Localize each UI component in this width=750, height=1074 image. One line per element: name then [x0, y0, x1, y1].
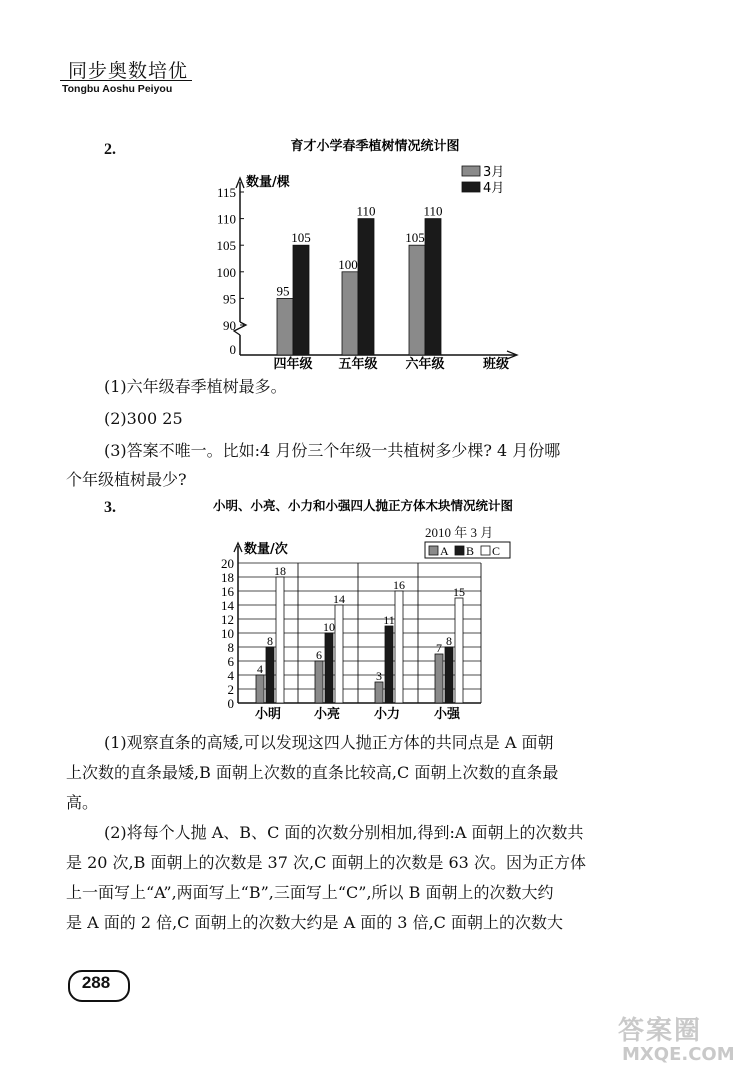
chart-1-y-label: 数量/棵 [246, 175, 290, 190]
chart-2-y-label: 数量/次 [244, 542, 288, 557]
chart-1-category-label: 六年级 [405, 357, 445, 372]
chart-1-y-tick-label: 110 [216, 211, 236, 227]
chart-2-y-tick-label: 8 [227, 640, 234, 655]
chart-1-legend-label: 4月 [483, 181, 505, 196]
watermark-url: MXQE.COM [622, 1044, 735, 1065]
chart-2-data-label: 11 [383, 613, 395, 627]
chart-2-data-label: 3 [376, 669, 382, 683]
chart-1-x-label: 班级 [482, 357, 510, 372]
book-subtitle: Tongbu Aoshu Peiyou [62, 83, 173, 95]
chart-1-y-tick-label: 90 [223, 318, 236, 333]
chart-1-data-label: 110 [423, 203, 443, 219]
question-3-number: 3. [104, 499, 116, 516]
chart-2-data-label: 8 [267, 634, 273, 648]
chart-2-y-tick-label: 12 [221, 612, 234, 627]
chart-2-y-tick-label: 10 [221, 626, 234, 641]
chart-2-y-tick-label: 2 [227, 682, 234, 697]
chart-2-bar [256, 675, 264, 703]
chart-1-data-label: 100 [338, 256, 358, 272]
page-number: 288 [81, 973, 111, 992]
q2-answer-4: 个年级植树最少? [66, 470, 187, 489]
chart-2-legend-swatch [455, 546, 464, 555]
chart-2-data-label: 4 [257, 662, 263, 676]
chart-2-legend-label: B [466, 544, 475, 558]
chart-2-data-label: 10 [323, 620, 335, 634]
chart-2-y-tick-label: 16 [221, 584, 234, 599]
chart-2-bar [435, 654, 443, 703]
question-2-number: 2. [104, 141, 116, 158]
chart-2-y-tick-label: 14 [221, 598, 234, 613]
chart-1-y-tick-label: 0 [229, 342, 236, 357]
chart-1-data-label: 110 [356, 203, 376, 219]
q2-answer-2: (2)300 25 [104, 409, 183, 428]
chart-1-y-tick-label: 115 [216, 185, 236, 200]
chart-1-data-label: 95 [276, 283, 290, 299]
chart-2-data-label: 15 [453, 585, 465, 599]
q2-answer-1: (1)六年级春季植树最多。 [104, 377, 287, 396]
chart-2-title: 小明、小亮、小力和小强四人抛正方体木块情况统计图 [212, 498, 514, 513]
chart-2-bar [455, 598, 463, 703]
chart-2-legend-swatch [429, 546, 438, 555]
chart-2-bar [276, 577, 284, 703]
chart-2-data-label: 6 [316, 648, 322, 662]
q3-paragraph-3: 高。 [66, 793, 99, 812]
q3-paragraph-6: 上一面写上“A”,两面写上“B”,三面写上“C”,所以 B 面朝上的次数大约 [66, 883, 554, 902]
chart-2-category-label: 小明 [254, 707, 282, 722]
chart-2-y-tick-label: 0 [227, 696, 234, 711]
q3-paragraph-5: 是 20 次,B 面朝上的次数是 37 次,C 面朝上的次数是 63 次。因为正方体 [66, 853, 586, 872]
chart-2-category-label: 小强 [433, 707, 461, 722]
chart-2-data-label: 18 [274, 564, 286, 578]
chart-2-date: 2010 年 3 月 [425, 525, 494, 540]
chart-2-category-label: 小力 [373, 707, 401, 722]
chart-1-legend-label: 3月 [483, 165, 505, 180]
q3-paragraph-2: 上次数的直条最矮,B 面朝上次数的直条比较高,C 面朝上次数的直条最 [66, 763, 559, 782]
chart-1-y-tick-label: 95 [223, 291, 236, 307]
chart-2-bar [266, 647, 274, 703]
chart-1-data-label: 105 [291, 230, 311, 246]
chart-1-category-label: 四年级 [273, 357, 313, 372]
chart-1-y-tick-label: 100 [216, 264, 236, 280]
chart-2-bar [395, 591, 403, 703]
chart-1-y-tick-label: 105 [216, 238, 236, 254]
q3-paragraph-1: (1)观察直条的高矮,可以发现这四人抛正方体的共同点是 A 面朝 [104, 733, 554, 752]
watermark-logo: 答案圈 [618, 1016, 703, 1046]
chart-2-data-label: 16 [393, 578, 405, 592]
chart-2-y-tick-label: 6 [227, 654, 234, 669]
chart-2-legend-label: C [492, 544, 501, 558]
chart-2-legend-swatch [481, 546, 490, 555]
q2-answer-3: (3)答案不唯一。比如:4 月份三个年级一共植树多少棵? 4 月份哪 [104, 441, 561, 460]
chart-2-legend-label: A [440, 544, 449, 558]
chart-2-bar [375, 682, 383, 703]
q3-paragraph-4: (2)将每个人抛 A、B、C 面的次数分别相加,得到:A 面朝上的次数共 [104, 823, 584, 842]
chart-2-bar [445, 647, 453, 703]
q3-paragraph-7: 是 A 面的 2 倍,C 面朝上的次数大约是 A 面的 3 倍,C 面朝上的次数大 [66, 913, 563, 932]
chart-1-title: 育才小学春季植树情况统计图 [290, 139, 460, 154]
chart-1-data-label: 105 [405, 230, 425, 246]
chart-2-bar [315, 661, 323, 703]
chart-2-data-label: 8 [446, 634, 452, 648]
chart-2-bar [325, 633, 333, 703]
chart-2-y-tick-label: 20 [221, 556, 234, 571]
chart-2-data-label: 14 [333, 592, 345, 606]
chart-2-bar [385, 626, 393, 703]
chart-1-category-label: 五年级 [338, 357, 378, 372]
chart-2-bar [335, 605, 343, 703]
chart-2-y-tick-label: 4 [227, 668, 234, 683]
chart-2-data-label: 7 [436, 641, 442, 655]
book-title: 同步奥数培优 [68, 60, 189, 82]
chart-2-category-label: 小亮 [313, 707, 341, 722]
chart-2-y-tick-label: 18 [221, 570, 234, 585]
